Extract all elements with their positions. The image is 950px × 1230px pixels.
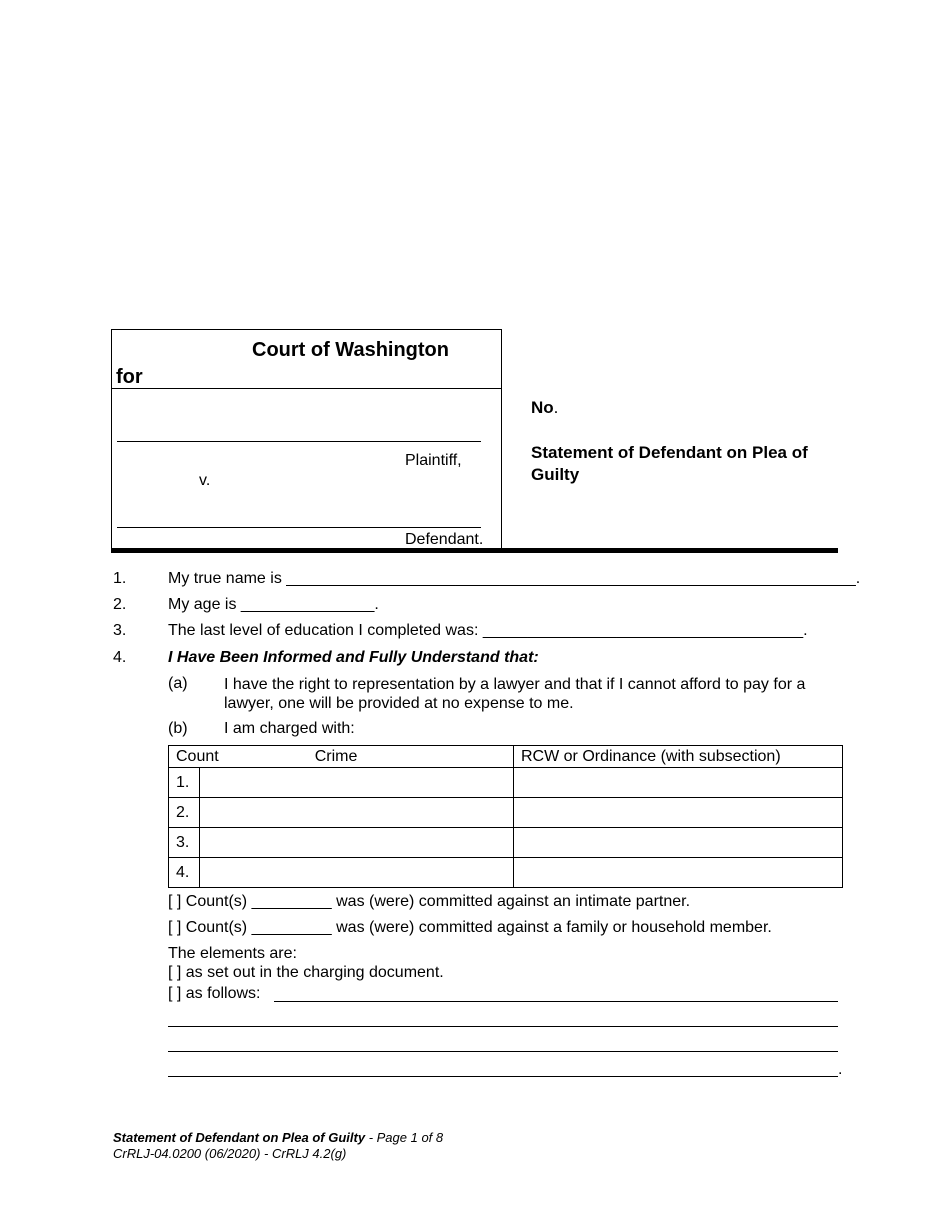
header-count-crime (169, 746, 514, 768)
case-number-dot: . (553, 398, 559, 417)
for-label: for (116, 366, 143, 388)
header-crime: Crime (314, 747, 358, 765)
charges-table-header (169, 746, 843, 768)
footer-form-id: CrRLJ-04.0200 (06/2020) - CrRLJ 4.2(g) (113, 1146, 347, 1161)
item-4-heading: I Have Been Informed and Fully Understand that: (168, 649, 539, 666)
item-3-number: 3. (113, 622, 127, 639)
count-number: 3. (169, 828, 200, 858)
elements-follows-option[interactable]: [ ] as follows: (168, 985, 261, 1002)
footer-title-line (113, 1130, 443, 1145)
defendant-name-line[interactable] (117, 527, 481, 528)
rcw-cell[interactable] (514, 768, 843, 798)
table-row (169, 768, 843, 798)
sub-item-b-letter: (b) (168, 720, 188, 737)
elements-label: The elements are: (168, 945, 297, 962)
rcw-cell[interactable] (514, 798, 843, 828)
footer-title: Statement of Defendant on Plea of Guilty (113, 1130, 366, 1145)
item-3-education[interactable]: The last level of education I completed was: ____________________________________. (168, 622, 808, 639)
header-rcw: RCW or Ordinance (with subsection) (514, 746, 843, 768)
crime-cell[interactable] (200, 798, 514, 828)
intimate-partner-checkbox-line[interactable]: [ ] Count(s) _________ was (were) committed against an intimate partner. (168, 893, 691, 910)
item-1-true-name[interactable]: My true name is ________________________________________________________________. (168, 570, 861, 587)
charges-table (168, 745, 843, 888)
count-number: 4. (169, 858, 200, 888)
caption-bottom-rule (111, 548, 838, 553)
rcw-cell[interactable] (514, 858, 843, 888)
case-number-label (531, 398, 558, 418)
crime-cell[interactable] (200, 858, 514, 888)
defendant-label: Defendant. (405, 531, 484, 548)
item-2-number: 2. (113, 596, 127, 613)
item-2-age[interactable]: My age is _______________. (168, 596, 379, 613)
caption-divider (111, 388, 502, 389)
table-row (169, 858, 843, 888)
elements-end-period: . (838, 1061, 843, 1078)
court-name: Court of Washington (252, 339, 449, 361)
elements-line[interactable] (274, 1001, 838, 1002)
family-member-checkbox-line[interactable]: [ ] Count(s) _________ was (were) committed against a family or household member. (168, 919, 772, 936)
count-number: 2. (169, 798, 200, 828)
elements-charging-option[interactable]: [ ] as set out in the charging document. (168, 964, 444, 981)
document-title: Statement of Defendant on Plea of Guilty (531, 443, 808, 484)
table-row (169, 828, 843, 858)
count-number: 1. (169, 768, 200, 798)
plaintiff-label: Plaintiff, (405, 452, 462, 469)
elements-line[interactable] (168, 1076, 838, 1077)
sub-item-b-text: I am charged with: (224, 720, 355, 737)
crime-cell[interactable] (200, 828, 514, 858)
elements-line[interactable] (168, 1051, 838, 1052)
rcw-cell[interactable] (514, 828, 843, 858)
elements-line[interactable] (168, 1026, 838, 1027)
item-4-number: 4. (113, 649, 127, 666)
table-row (169, 798, 843, 828)
versus-label: v. (199, 472, 211, 489)
header-count: Count (176, 747, 219, 765)
plaintiff-name-line[interactable] (117, 441, 481, 442)
sub-item-a-text: I have the right to representation by a lawyer and that if I cannot afford to pay for a lawyer, one will be provided at no expense to me. (224, 676, 806, 712)
case-number-text: No (531, 398, 554, 417)
footer-page: - Page 1 of 8 (365, 1130, 444, 1145)
crime-cell[interactable] (200, 768, 514, 798)
item-1-number: 1. (113, 570, 127, 587)
sub-item-a-letter: (a) (168, 675, 188, 692)
caption-box (111, 329, 502, 550)
